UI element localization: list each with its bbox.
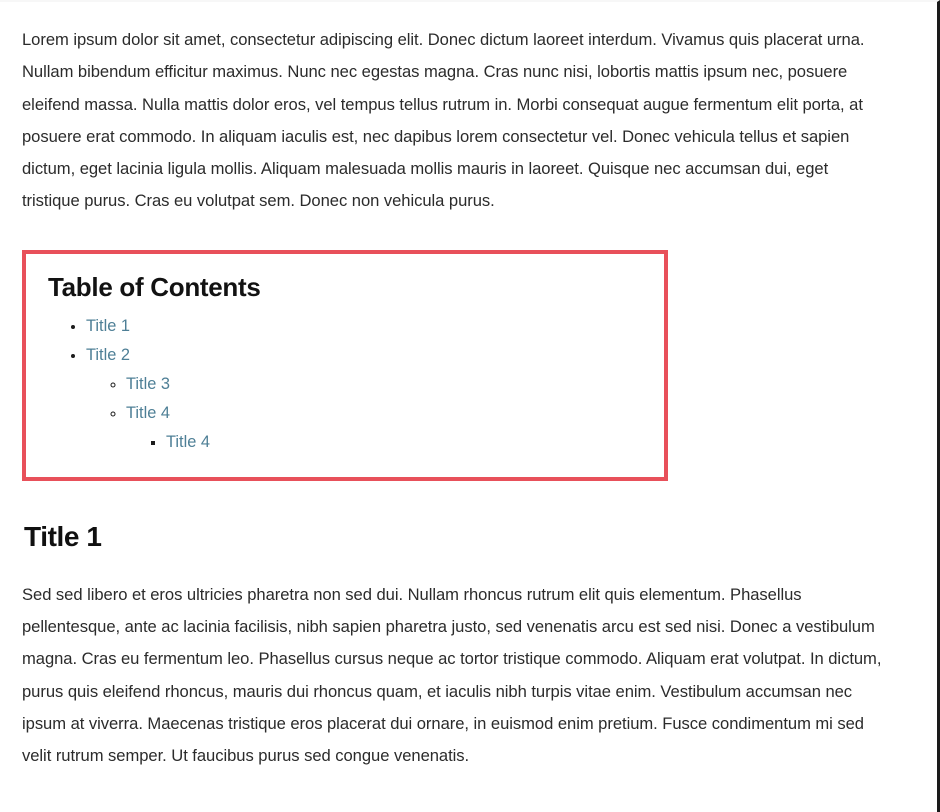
section-heading-title-1: Title 1 — [24, 520, 102, 552]
toc-link-title-4[interactable]: Title 4 — [126, 403, 171, 422]
list-item — [126, 399, 648, 457]
toc-list-level-3 — [126, 428, 648, 457]
document-content — [0, 2, 937, 773]
list-item — [166, 428, 648, 457]
section-paragraph: Sed sed libero et eros ultricies pharetra non sed dui. Nullam rhoncus rutrum elit quis elementum. Phasellus pellentesque, ante ac lacinia facilisis, nibh sapien pharetra justo, sed venenatis arcu est sed nisi. Donec a vestibulum magna. Cras eu fermentum leo. Phasellus cursus neque ac tortor tristique commodo. Aliquam erat volutpat. In dictum, purus quis eleifend rhoncus, mauris dui rhoncus quam, et iaculis nibh turpis vitae enim. Vestibulum accumsan nec ipsum at viverra. Maecenas tristique eros placerat dui ornare, in euismod enim pretium. Fusce condimentum mi sed velit rutrum semper. Ut faucibus purus sed congue venenatis. — [22, 584, 882, 766]
toc-link-title-2[interactable]: Title 2 — [86, 345, 131, 364]
toc-link-title-3[interactable]: Title 3 — [126, 374, 171, 393]
toc-link-title-1[interactable]: Title 1 — [86, 316, 131, 335]
toc-list-level-1 — [40, 312, 648, 457]
toc-list-level-2 — [86, 370, 648, 457]
table-of-contents-heading: Table of Contents — [48, 271, 261, 302]
toc-link-title-4-nested[interactable]: Title 4 — [166, 432, 211, 451]
table-of-contents-box — [22, 250, 668, 481]
list-item — [86, 312, 648, 341]
list-item — [126, 370, 648, 399]
list-item — [86, 341, 648, 457]
intro-paragraph: Lorem ipsum dolor sit amet, consectetur adipiscing elit. Donec dictum laoreet interdum. Vivamus quis placerat urna. Nullam bibendum efficitur maximus. Nunc nec egestas magna. Cras nunc nisi, lobortis mattis ipsum nec, posuere eleifend massa. Nulla mattis dolor eros, vel tempus tellus rutrum in. Morbi consequat augue fermentum elit porta, at posuere erat commodo. In aliquam iaculis est, nec dapibus lorem consectetur vel. Donec vehicula tellus et sapien dictum, eget lacinia ligula mollis. Aliquam malesuada mollis mauris in laoreet. Quisque nec accumsan dui, eget tristique purus. Cras eu volutpat sem. Donec non vehicula purus. — [22, 30, 865, 211]
